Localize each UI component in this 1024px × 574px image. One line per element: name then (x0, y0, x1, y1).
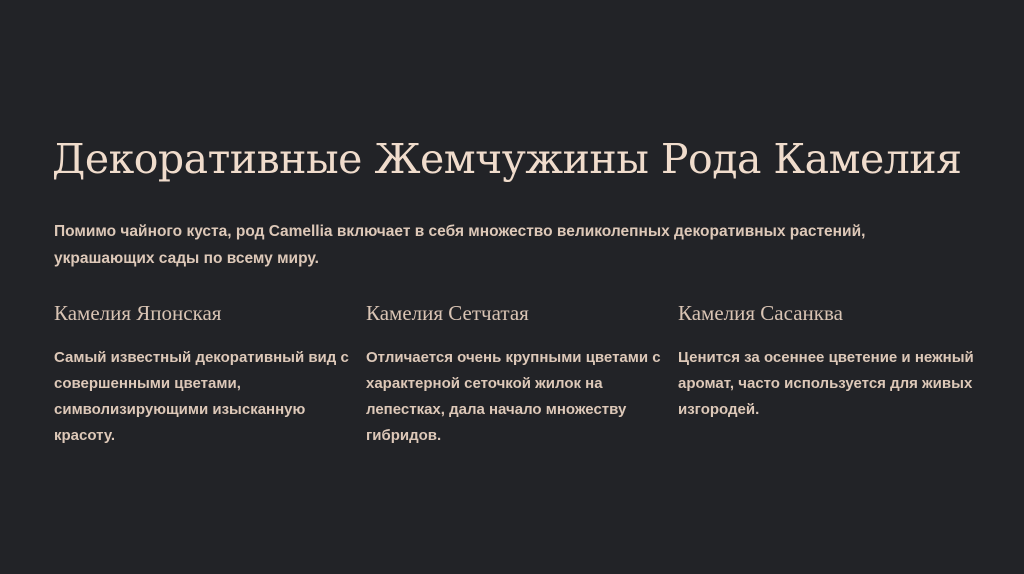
column-reticulata (366, 297, 666, 449)
column-text: Ценится за осеннее цветение и нежный аромат, часто используется для живых изгородей. (678, 349, 974, 418)
column-text: Самый известный декоративный вид с совершенными цветами, символизирующими изысканную красоту. (54, 349, 349, 444)
slide-title: Декоративные Жемчужины Рода Камелия (52, 135, 962, 183)
column-sasanqua (678, 297, 978, 423)
column-heading: Камелия Сасанква (678, 301, 843, 325)
column-japonica (54, 297, 354, 449)
column-heading: Камелия Сетчатая (366, 301, 529, 325)
slide-intro: Помимо чайного куста, род Camellia включает в себя множество великолепных декоративных растений, украшающих сады по всему миру. (54, 223, 866, 267)
column-heading: Камелия Японская (54, 301, 222, 325)
column-text: Отличается очень крупными цветами с характерной сеточкой жилок на лепестках, дала начало множеству гибридов. (366, 349, 661, 444)
